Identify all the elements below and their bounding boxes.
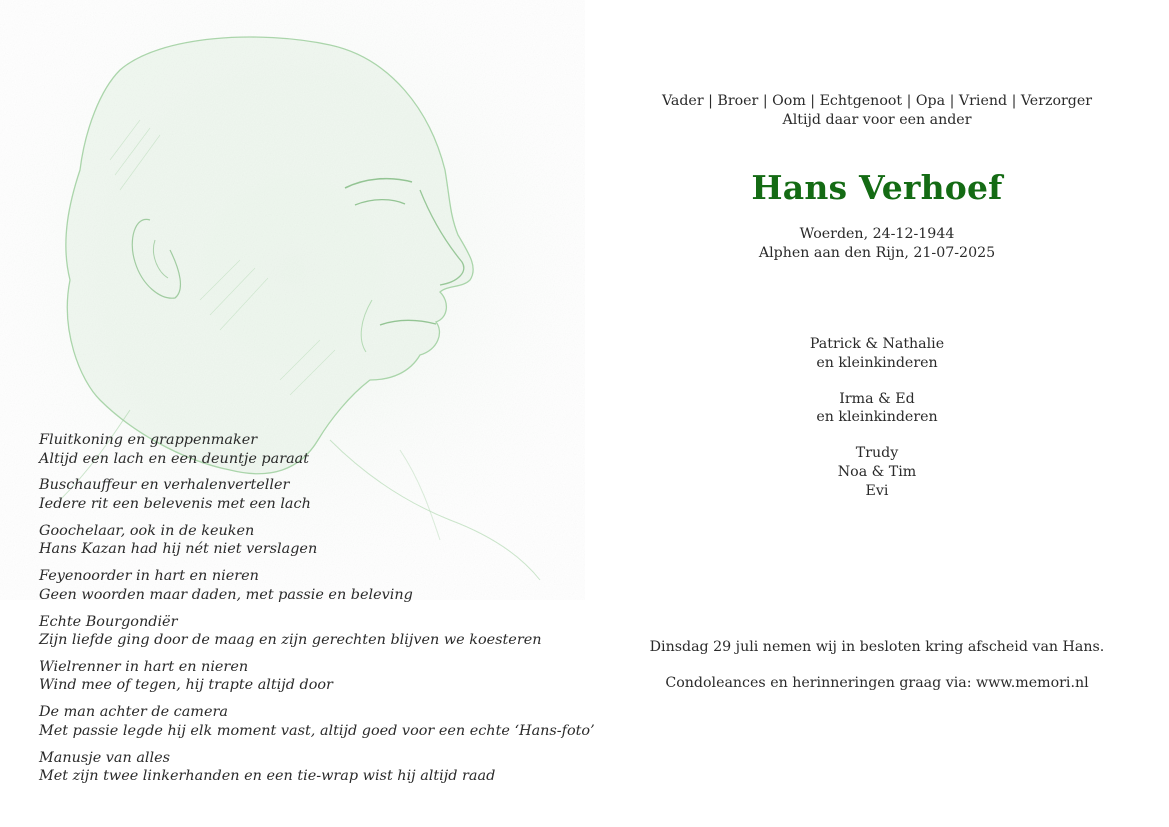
death-date: Alphen aan den Rijn, 21-07-2025 <box>758 245 996 261</box>
poem-line: Met zijn twee linkerhanden en een tie-wrap wist hij altijd raad <box>39 768 496 785</box>
poem-stanza <box>39 749 569 786</box>
deceased-name: Hans Verhoef <box>751 168 1003 207</box>
family-group <box>620 444 1134 500</box>
poem-line: Wind mee of tegen, hij trapte altijd door <box>39 677 333 694</box>
family-line: Noa & Tim <box>837 463 917 480</box>
farewell-notice <box>620 638 1134 710</box>
family-line: Patrick & Nathalie <box>809 336 945 352</box>
family-line: en kleinkinderen <box>816 409 938 426</box>
poem-line: Hans Kazan had hij nét niet verslagen <box>39 541 318 558</box>
poem-line: Iedere rit een belevenis met een lach <box>39 495 311 512</box>
poem-line: Echte Bourgondiër <box>39 613 178 630</box>
poem-line: Met passie legde hij elk moment vast, altijd goed voor een echte ‘Hans-foto’ <box>39 722 595 739</box>
poem-line: Altijd een lach en een deuntje paraat <box>39 450 310 467</box>
family-line: Irma & Ed <box>839 390 915 407</box>
poem-line: De man achter de camera <box>39 704 228 721</box>
birth-date: Woerden, 24-12-1944 <box>799 226 955 242</box>
roles-line: Vader | Broer | Oom | Echtgenoot | Opa | Vriend | Verzorger <box>661 93 1093 109</box>
condolences-text: Condoleances en herinneringen graag via: www.memori.nl <box>665 675 1089 691</box>
poem-line: Manusje van alles <box>39 749 171 766</box>
poem-stanza <box>39 613 569 650</box>
roles-header <box>620 92 1134 129</box>
life-dates <box>620 225 1134 263</box>
poem-line: Geen woorden maar daden, met passie en beleving <box>39 586 413 603</box>
poem-line: Goochelaar, ook in de keuken <box>39 522 255 539</box>
tagline: Altijd daar voor een ander <box>782 111 972 128</box>
poem-line: Buschauffeur en verhalenverteller <box>39 477 290 494</box>
family-list <box>620 335 1134 518</box>
family-line: Trudy <box>855 445 899 462</box>
family-group <box>620 390 1134 428</box>
poem-stanza <box>39 658 569 695</box>
poem-line: Wielrenner in hart en nieren <box>39 658 249 675</box>
poem-stanza <box>39 431 569 468</box>
family-line: en kleinkinderen <box>816 354 938 371</box>
poem-line: Zijn liefde ging door de maag en zijn gerechten blijven we koesteren <box>39 632 542 649</box>
poem-stanza <box>39 567 569 604</box>
family-group <box>620 335 1134 373</box>
tribute-poem <box>39 431 595 794</box>
farewell-text: Dinsdag 29 juli nemen wij in besloten kring afscheid van Hans. <box>649 639 1105 655</box>
poem-stanza <box>39 476 569 513</box>
poem-stanza <box>39 522 569 559</box>
poem-stanza <box>39 703 595 740</box>
poem-line: Fluitkoning en grappenmaker <box>39 432 258 448</box>
family-line: Evi <box>865 482 889 499</box>
poem-line: Feyenoorder in hart en nieren <box>39 568 259 585</box>
